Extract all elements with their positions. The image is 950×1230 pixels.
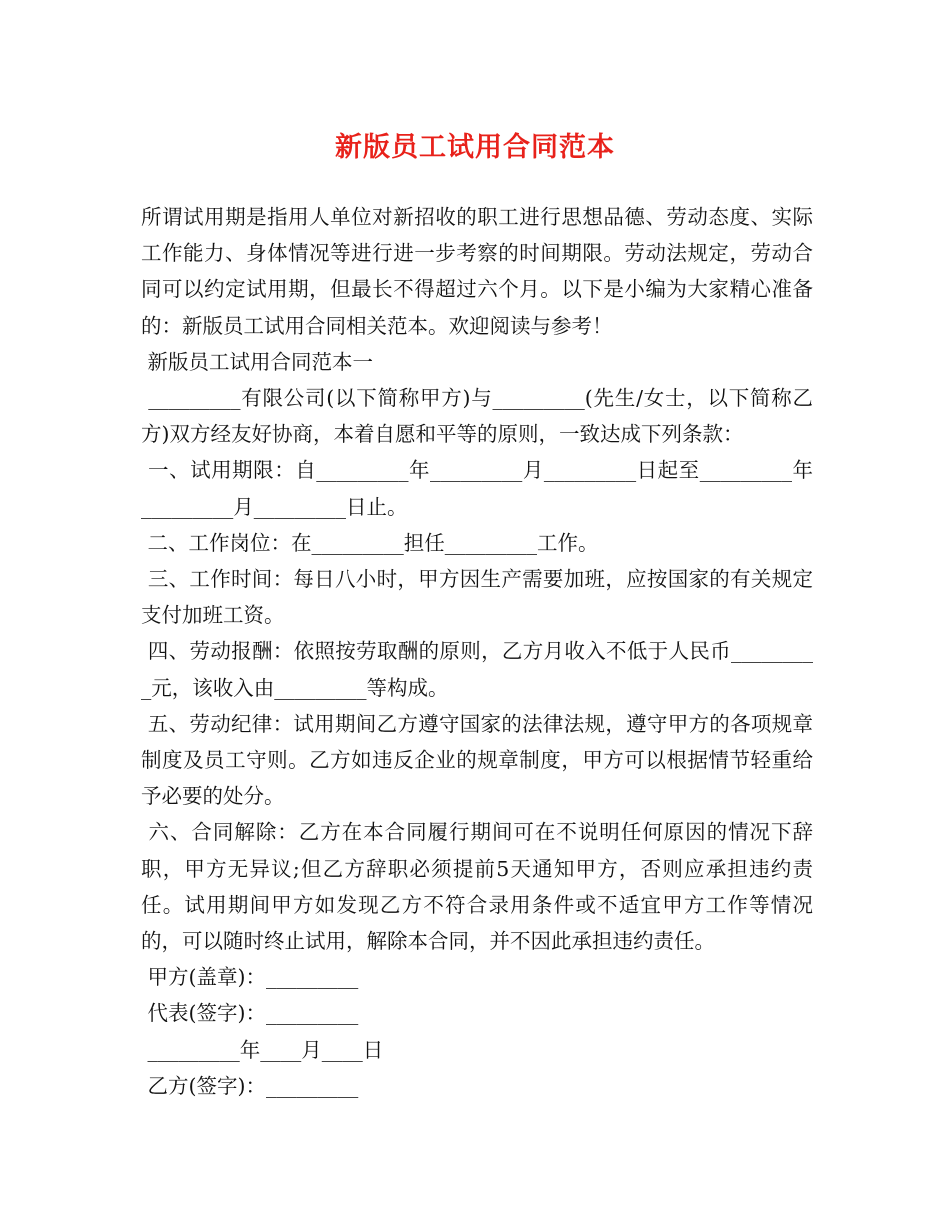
document-title: 新版员工试用合同范本	[335, 132, 615, 163]
parties-paragraph: _________有限公司(以下简称甲方)与_________(先生/女士，以下简称乙方)双方经友好协商，本着自愿和平等的原则，一致达成下列条款：	[141, 386, 813, 447]
signature-representative: 代表(签字)：_________	[141, 1001, 359, 1026]
signature-date: _________年____月____日	[141, 1037, 384, 1062]
clause-position: 二、工作岗位：在_________担任_________工作。	[141, 530, 599, 555]
clause-probation-period: 一、试用期限：自_________年_________月_________日起至_________年_________月_________日止。	[141, 458, 813, 519]
clause-discipline: 五、劳动纪律：试用期间乙方遵守国家的法律法规，遵守甲方的各项规章制度及员工守则。乙方如违反企业的规章制度，甲方可以根据情节轻重给予必要的处分。	[141, 711, 813, 809]
clause-termination: 六、合同解除：乙方在本合同履行期间可在不说明任何原因的情况下辞职，甲方无异议;但乙方辞职必须提前5天通知甲方，否则应承担违约责任。试用期间甲方如发现乙方不符合录用条件或不适宜甲方工作等情况的，可以随时终止试用，解除本合同，并不因此承担违约责任。	[141, 820, 813, 954]
clause-remuneration: 四、劳动报酬：依照按劳取酬的原则，乙方月收入不低于人民币_________元，该收入由_________等构成。	[141, 639, 813, 700]
signature-party-b: 乙方(签字)：_________	[141, 1073, 359, 1098]
section-heading: 新版员工试用合同范本一	[141, 349, 374, 374]
document-body	[141, 199, 813, 1104]
intro-paragraph: 所谓试用期是指用人单位对新招收的职工进行思想品德、劳动态度、实际工作能力、身体情况等进行进一步考察的时间期限。劳动法规定，劳动合同可以约定试用期，但最长不得超过六个月。以下是小编为大家精心准备的：新版员工试用合同相关范本。欢迎阅读与参考！	[141, 205, 813, 338]
clause-working-hours: 三、工作时间：每日八小时，甲方因生产需要加班，应按国家的有关规定支付加班工资。	[141, 567, 813, 628]
signature-party-a: 甲方(盖章)：_________	[141, 965, 359, 990]
